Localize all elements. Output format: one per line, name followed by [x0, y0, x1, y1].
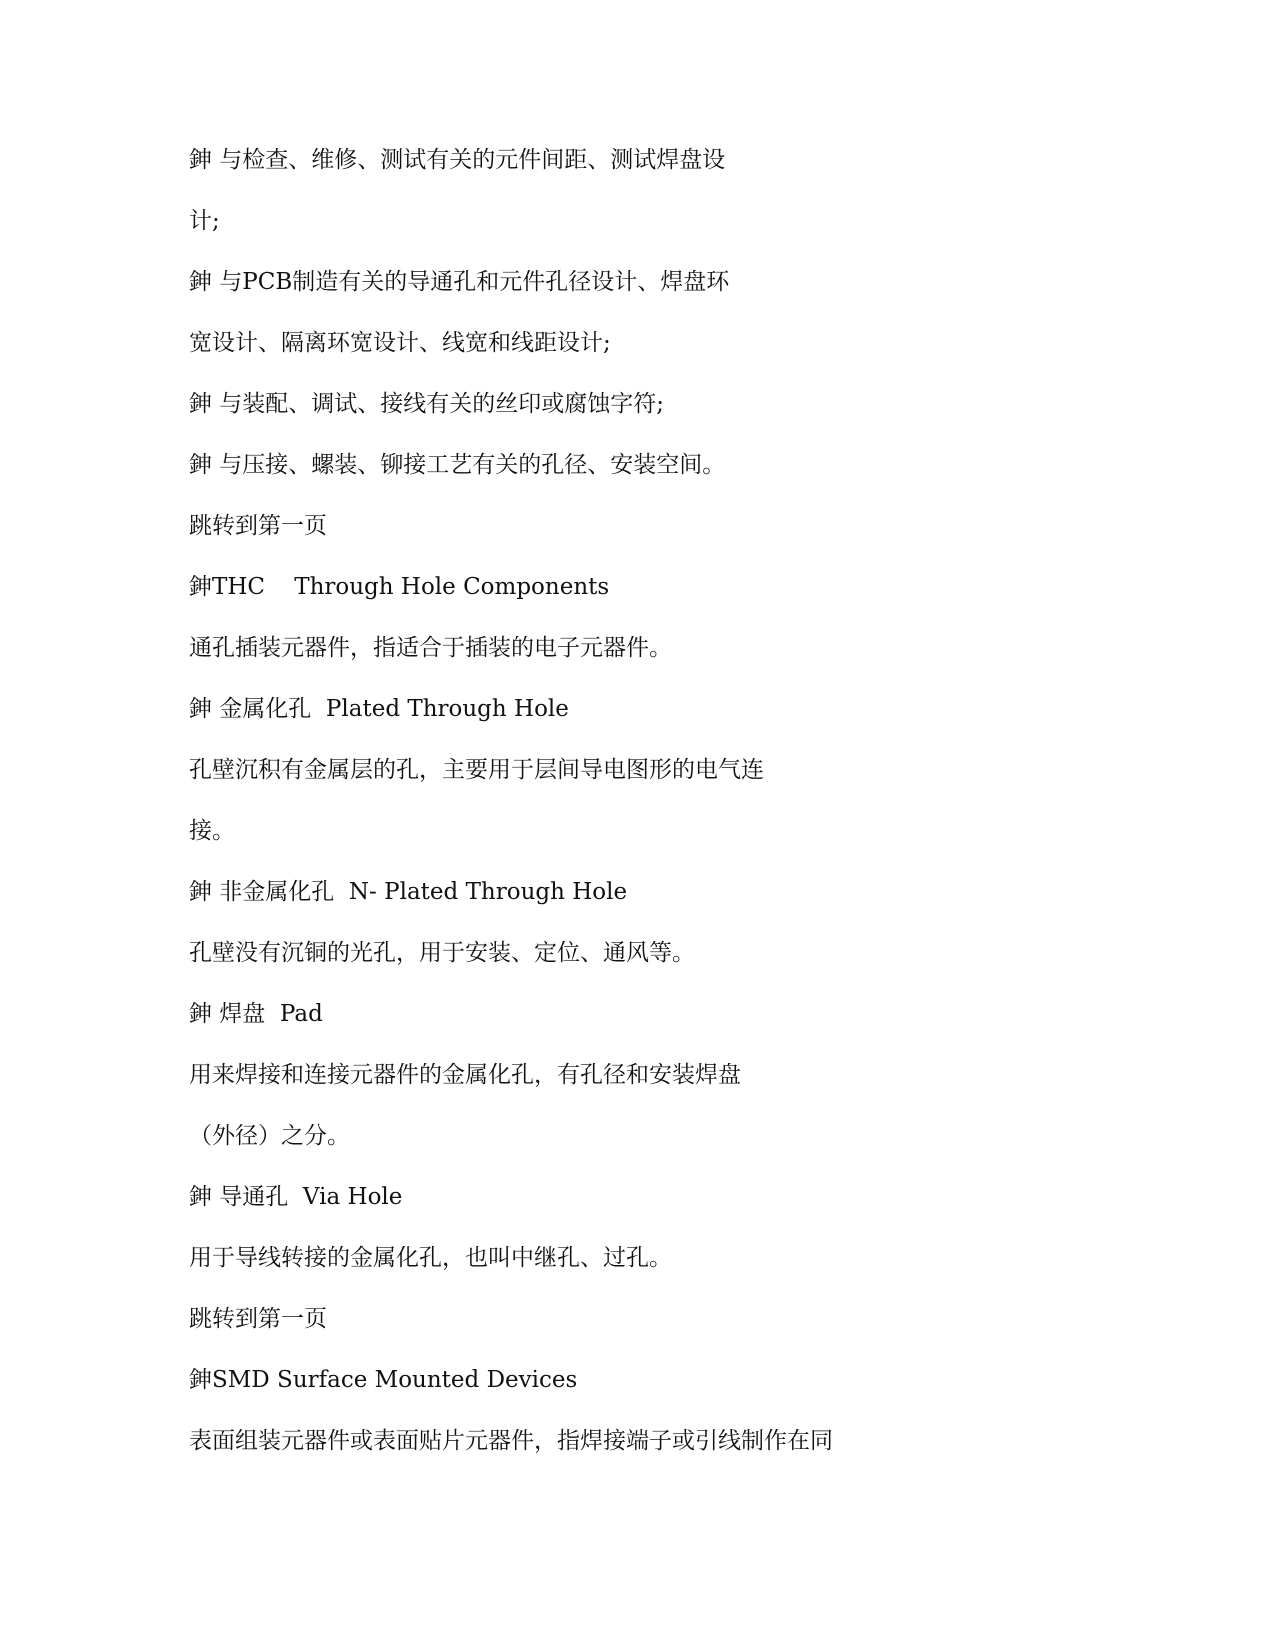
text-line: 接。 [189, 818, 235, 844]
document-body [189, 146, 1089, 1488]
term-heading: 鉮 金属化孔 Plated Through Hole [189, 696, 569, 722]
text-line: 通孔插装元器件，指适合于插装的电子元器件。 [189, 635, 672, 661]
text-line: 宽设计、隔离环宽设计、线宽和线距设计; [189, 330, 611, 356]
jump-to-first-page-link[interactable]: 跳转到第一页 [189, 513, 327, 539]
text-line: 计; [189, 208, 220, 234]
text-line: 用来焊接和连接元器件的金属化孔，有孔径和安装焊盘 [189, 1062, 741, 1088]
term-heading: 鉮 非金属化孔 N- Plated Through Hole [189, 879, 628, 905]
text-line: 鉮 与装配、调试、接线有关的丝印或腐蚀字符; [189, 391, 665, 417]
text-line: 鉮 与检查、维修、测试有关的元件间距、测试焊盘设 [189, 147, 726, 173]
text-line: 表面组装元器件或表面贴片元器件，指焊接端子或引线制作在同 [189, 1428, 833, 1454]
text-line: 孔壁沉积有金属层的孔，主要用于层间导电图形的电气连 [189, 757, 764, 783]
term-heading: 鉮THC Through Hole Components [189, 574, 610, 600]
term-heading: 鉮 焊盘 Pad [189, 1001, 323, 1027]
jump-to-first-page-link[interactable]: 跳转到第一页 [189, 1306, 327, 1332]
term-heading: 鉮 导通孔 Via Hole [189, 1184, 403, 1210]
text-line: （外径）之分。 [189, 1123, 350, 1149]
text-line: 用于导线转接的金属化孔，也叫中继孔、过孔。 [189, 1245, 672, 1271]
text-line: 鉮 与压接、螺装、铆接工艺有关的孔径、安装空间。 [189, 452, 726, 478]
term-heading: 鉮SMD Surface Mounted Devices [189, 1367, 578, 1393]
text-line: 鉮 与PCB制造有关的导通孔和元件孔径设计、焊盘环 [189, 269, 730, 295]
text-line: 孔壁没有沉铜的光孔，用于安装、定位、通风等。 [189, 940, 695, 966]
